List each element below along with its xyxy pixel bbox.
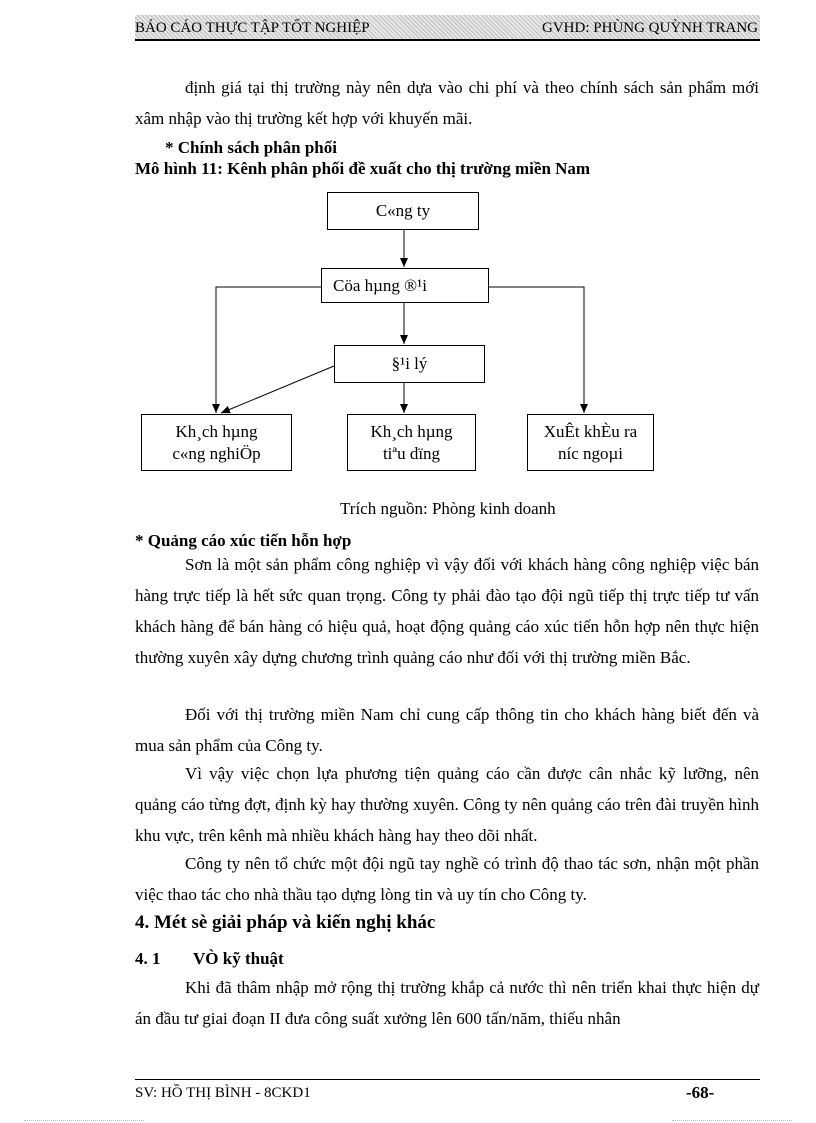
consumer-customer-line1: Kh¸ch hµng: [370, 421, 453, 441]
export-line1: XuÊt khÈu ra: [543, 421, 638, 441]
section-4-1-number: 4. 1: [135, 949, 161, 968]
box-industrial-customer: [141, 414, 292, 471]
arrow-agent-to-industrial: [221, 366, 334, 413]
industrial-customer-line1: Kh¸ch hµng: [175, 421, 258, 441]
box-store-label: Cöa hµng ®¹i: [333, 275, 427, 295]
box-company: [327, 192, 479, 230]
model-title: Mô hình 11: Kênh phân phối đề xuất cho thị trường miền Nam: [135, 159, 591, 178]
diagram-source-caption: Trích nguồn: Phòng kinh doanh: [340, 499, 556, 518]
promo-heading: * Quảng cáo xúc tiến hỗn hợp: [135, 531, 352, 550]
paragraph-1: Sơn là một sản phẩm công nghiệp vì vậy đối với khách hàng công nghiệp việc bán hàng trực tiếp là hết sức quan trọng. Công ty phải đào tạo đội ngũ tiếp thị trực tiếp tư vấn khách hàng để bán hàng có hiệu quả, hoạt động quảng cáo xúc tiến hỗn hợp nên thực hiện thường xuyên xây dựng chương trình quảng cáo như đối với thị trường miền Bắc.: [135, 555, 759, 667]
bottom-dotted-line-right: [672, 1120, 792, 1122]
distribution-heading: * Chính sách phân phối: [165, 138, 337, 157]
supervisor-name: GVHD: PHÙNG QUỲNH TRANG: [542, 20, 758, 36]
industrial-customer-line2: c«ng nghiÖp: [172, 443, 261, 463]
box-company-label: C«ng ty: [375, 201, 431, 220]
footer-student: SV: HỒ THỊ BÌNH - 8CKD1: [135, 1085, 311, 1101]
paragraph-3: Vì vậy việc chọn lựa phương tiện quảng cáo cần được cân nhắc kỹ lưỡng, nên quảng cáo từng đợt, định kỳ hay thường xuyên. Công ty nên quảng cáo trên đài truyền hình khu vực, trên kênh mà nhiều khách hàng hay theo dõi nhất.: [135, 764, 759, 845]
box-consumer-customer: [347, 414, 476, 471]
intro-paragraph: định giá tại thị trường này nên dựa vào chi phí và theo chính sách sản phẩm mới xâm nhập vào thị trường kết hợp với khuyến mãi.: [135, 78, 759, 128]
footer-divider: [135, 1079, 760, 1080]
paragraph-2: Đối với thị trường miền Nam chỉ cung cấp thông tin cho khách hàng biết đến và mua sản phẩm của Công ty.: [135, 705, 759, 755]
section-4-title: 4. Mét sè giải pháp và kiến nghị khác: [135, 912, 436, 933]
paragraph-4: Công ty nên tổ chức một đội ngũ tay nghề có trình độ thao tác sơn, nhận một phần việc thao tác cho nhà thầu tạo dựng lòng tin và uy tín cho Công ty.: [135, 854, 759, 904]
export-line2: níc ngoµi: [557, 443, 624, 463]
section-4-1-title: VÒ kỹ thuật: [193, 949, 284, 968]
report-title: BÁO CÁO THỰC TẬP TỐT NGHIỆP: [135, 20, 370, 36]
box-export: [527, 414, 654, 471]
consumer-customer-line2: tiªu dïng: [382, 443, 441, 463]
box-agent: [334, 345, 485, 383]
page-number: -68-: [686, 1083, 715, 1102]
arrow-store-to-industrial: [216, 287, 321, 413]
last-paragraph: Khi đã thâm nhập mở rộng thị trường khắp cả nước thì nên triển khai thực hiện dự án đầu tư giai đoạn II đưa công suất xưởng lên 600 tấn/năm, thiếu nhân: [135, 978, 759, 1028]
arrow-store-to-export: [489, 287, 584, 413]
bottom-dotted-line-left: [24, 1120, 144, 1122]
box-store: [321, 268, 489, 303]
box-agent-label: §¹i lý: [391, 354, 428, 373]
